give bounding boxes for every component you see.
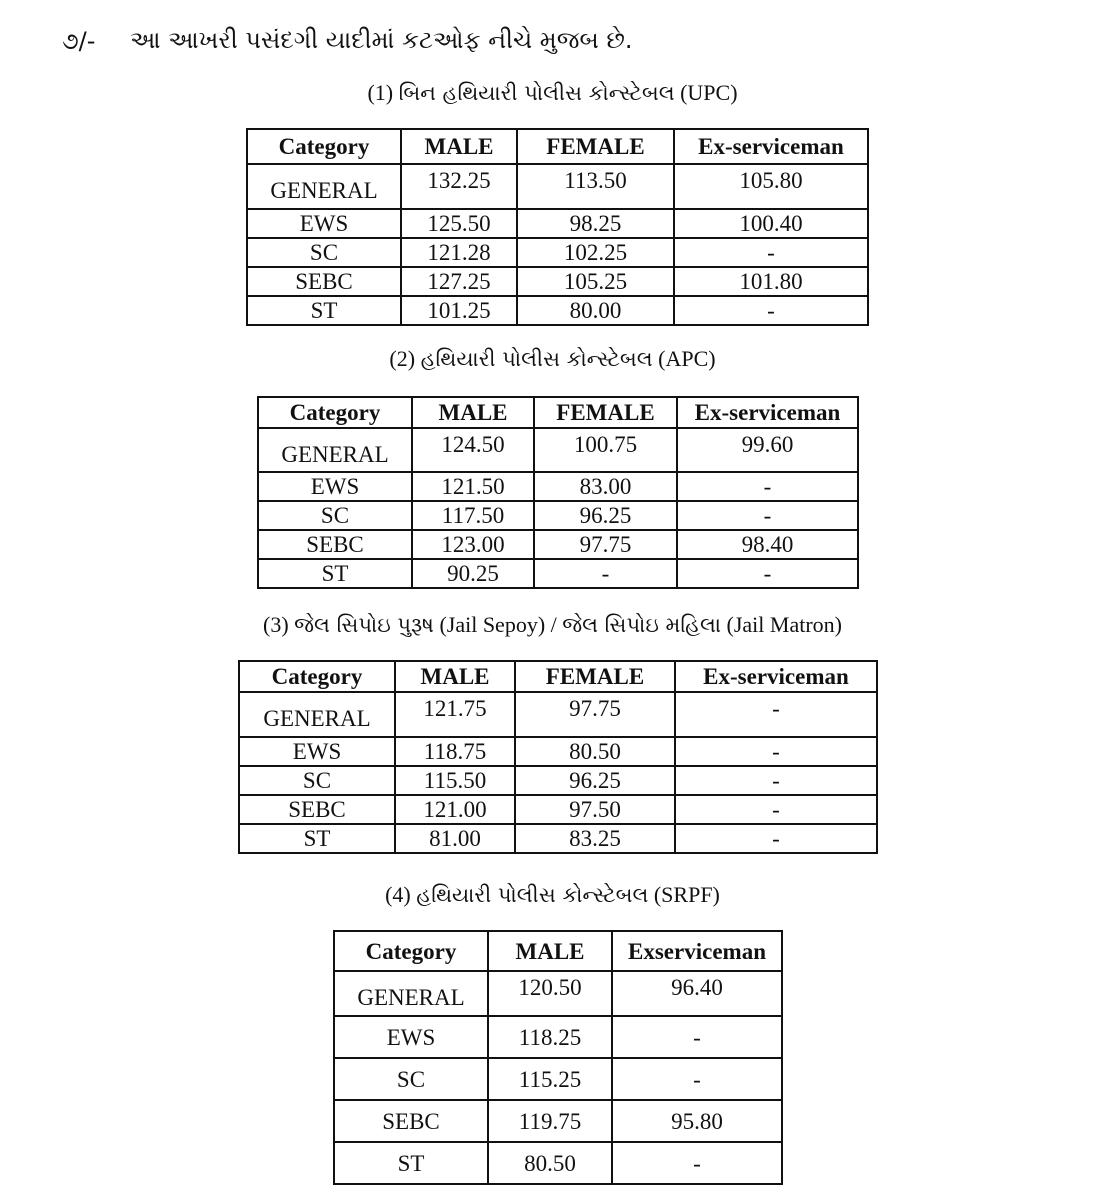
male-cutoff-cell: 81.00	[395, 824, 515, 853]
table-row	[239, 737, 877, 766]
section-4-prefix: (4)	[385, 882, 411, 907]
table-row	[258, 559, 858, 588]
table-row	[239, 766, 877, 795]
table-row	[334, 1142, 782, 1184]
section-2-title-english: (APC)	[658, 346, 716, 371]
female-cutoff-cell: -	[534, 559, 677, 588]
table-header-row	[258, 397, 858, 428]
table-header-row	[334, 931, 782, 971]
male-cutoff-cell: 121.28	[401, 238, 517, 267]
section-2-title-gujarati: હથિયારી પોલીસ કોન્સ્ટેબલ	[420, 347, 653, 371]
table-row	[239, 692, 877, 737]
section-3-title-english: (Jail Sepoy) /	[439, 612, 557, 637]
category-cell: ST	[258, 559, 412, 588]
section-4-title-gujarati: હથિયારી પોલીસ કોન્સ્ટેબલ	[416, 883, 649, 907]
table-header-row	[247, 129, 868, 164]
column-header-male: MALE	[412, 397, 534, 428]
section-4-heading	[0, 882, 1105, 908]
ex-serviceman-cutoff-cell: 105.80	[674, 164, 868, 209]
column-header-ex-serviceman: Ex-serviceman	[675, 661, 877, 692]
table-row	[258, 428, 858, 472]
column-header-ex-serviceman: Exserviceman	[612, 931, 782, 971]
category-cell: SC	[258, 501, 412, 530]
category-cell: SC	[239, 766, 395, 795]
male-cutoff-cell: 121.50	[412, 472, 534, 501]
ex-serviceman-cutoff-cell: -	[612, 1058, 782, 1100]
female-cutoff-cell: 96.25	[515, 766, 675, 795]
section-number: ૭/-	[62, 27, 96, 55]
male-cutoff-cell: 115.50	[395, 766, 515, 795]
female-cutoff-cell: 83.00	[534, 472, 677, 501]
male-cutoff-cell: 119.75	[488, 1100, 612, 1142]
table-row	[334, 971, 782, 1016]
male-cutoff-cell: 120.50	[488, 971, 612, 1016]
female-cutoff-cell: 100.75	[534, 428, 677, 472]
section-3-title-gujarati: જેલ સિપોઇ પુરૂષ	[294, 613, 434, 637]
section-3-title-gujarati-2: જેલ સિપોઇ મહિલા	[562, 613, 722, 637]
table-row	[239, 824, 877, 853]
table-header-row	[239, 661, 877, 692]
ex-serviceman-cutoff-cell: 101.80	[674, 267, 868, 296]
male-cutoff-cell: 121.00	[395, 795, 515, 824]
category-cell: GENERAL	[239, 692, 395, 737]
section-1-title-english: (UPC)	[680, 80, 738, 105]
category-cell: ST	[334, 1142, 488, 1184]
table-row	[334, 1058, 782, 1100]
male-cutoff-cell: 125.50	[401, 209, 517, 238]
female-cutoff-cell: 80.50	[515, 737, 675, 766]
male-cutoff-cell: 115.25	[488, 1058, 612, 1100]
table-row	[258, 472, 858, 501]
column-header-category: Category	[239, 661, 395, 692]
column-header-category: Category	[247, 129, 401, 164]
ex-serviceman-cutoff-cell: 99.60	[677, 428, 858, 472]
category-cell: EWS	[239, 737, 395, 766]
table-row	[258, 530, 858, 559]
category-cell: SC	[334, 1058, 488, 1100]
column-header-male: MALE	[395, 661, 515, 692]
category-cell: SEBC	[239, 795, 395, 824]
female-cutoff-cell: 113.50	[517, 164, 674, 209]
female-cutoff-cell: 96.25	[534, 501, 677, 530]
column-header-female: FEMALE	[517, 129, 674, 164]
column-header-category: Category	[258, 397, 412, 428]
section-4-title-english: (SRPF)	[653, 882, 720, 907]
column-header-ex-serviceman: Ex-serviceman	[677, 397, 858, 428]
ex-serviceman-cutoff-cell: 95.80	[612, 1100, 782, 1142]
column-header-male: MALE	[401, 129, 517, 164]
section-1-prefix: (1)	[367, 80, 394, 105]
female-cutoff-cell: 98.25	[517, 209, 674, 238]
section-3-prefix: (3)	[263, 612, 289, 637]
ex-serviceman-cutoff-cell: -	[675, 766, 877, 795]
category-cell: GENERAL	[258, 428, 412, 472]
column-header-female: FEMALE	[515, 661, 675, 692]
female-cutoff-cell: 97.50	[515, 795, 675, 824]
column-header-female: FEMALE	[534, 397, 677, 428]
ex-serviceman-cutoff-cell: 96.40	[612, 971, 782, 1016]
male-cutoff-cell: 124.50	[412, 428, 534, 472]
ex-serviceman-cutoff-cell: -	[675, 692, 877, 737]
category-cell: EWS	[258, 472, 412, 501]
male-cutoff-cell: 80.50	[488, 1142, 612, 1184]
table-row	[247, 238, 868, 267]
ex-serviceman-cutoff-cell: -	[677, 472, 858, 501]
ex-serviceman-cutoff-cell: -	[612, 1142, 782, 1184]
table-row	[258, 501, 858, 530]
column-header-male: MALE	[488, 931, 612, 971]
table-row	[334, 1100, 782, 1142]
category-cell: SEBC	[247, 267, 401, 296]
female-cutoff-cell: 105.25	[517, 267, 674, 296]
intro-text: આ આખરી પસંદગી યાદીમાં કટઓફ નીચે મુજબ છે.	[130, 26, 633, 54]
apc-cutoff-table	[257, 396, 859, 589]
section-1-heading	[0, 80, 1105, 106]
category-cell: SEBC	[334, 1100, 488, 1142]
female-cutoff-cell: 80.00	[517, 296, 674, 325]
category-cell: SC	[247, 238, 401, 267]
category-cell: ST	[239, 824, 395, 853]
ex-serviceman-cutoff-cell: -	[674, 296, 868, 325]
section-3-heading	[0, 612, 1105, 638]
section-3-title-english-2: (Jail Matron)	[726, 612, 842, 637]
male-cutoff-cell: 101.25	[401, 296, 517, 325]
category-cell: GENERAL	[334, 971, 488, 1016]
male-cutoff-cell: 123.00	[412, 530, 534, 559]
male-cutoff-cell: 121.75	[395, 692, 515, 737]
male-cutoff-cell: 118.25	[488, 1016, 612, 1058]
ex-serviceman-cutoff-cell: -	[677, 501, 858, 530]
male-cutoff-cell: 117.50	[412, 501, 534, 530]
male-cutoff-cell: 127.25	[401, 267, 517, 296]
column-header-ex-serviceman: Ex-serviceman	[674, 129, 868, 164]
ex-serviceman-cutoff-cell: -	[674, 238, 868, 267]
male-cutoff-cell: 90.25	[412, 559, 534, 588]
table-row	[247, 296, 868, 325]
female-cutoff-cell: 83.25	[515, 824, 675, 853]
ex-serviceman-cutoff-cell: -	[612, 1016, 782, 1058]
section-2-prefix: (2)	[389, 346, 416, 371]
table-row	[247, 267, 868, 296]
female-cutoff-cell: 97.75	[534, 530, 677, 559]
male-cutoff-cell: 118.75	[395, 737, 515, 766]
table-row	[239, 795, 877, 824]
jail-cutoff-table	[238, 660, 878, 854]
ex-serviceman-cutoff-cell: 100.40	[674, 209, 868, 238]
category-cell: EWS	[334, 1016, 488, 1058]
category-cell: ST	[247, 296, 401, 325]
category-cell: EWS	[247, 209, 401, 238]
table-row	[247, 209, 868, 238]
table-row	[334, 1016, 782, 1058]
male-cutoff-cell: 132.25	[401, 164, 517, 209]
female-cutoff-cell: 102.25	[517, 238, 674, 267]
srpf-cutoff-table	[333, 930, 783, 1185]
ex-serviceman-cutoff-cell: -	[675, 795, 877, 824]
column-header-category: Category	[334, 931, 488, 971]
upc-cutoff-table	[246, 128, 869, 326]
ex-serviceman-cutoff-cell: -	[675, 824, 877, 853]
category-cell: GENERAL	[247, 164, 401, 209]
ex-serviceman-cutoff-cell: 98.40	[677, 530, 858, 559]
section-1-title-gujarati: બિન હથિયારી પોલીસ કોન્સ્ટેબલ	[398, 81, 675, 105]
ex-serviceman-cutoff-cell: -	[677, 559, 858, 588]
table-row	[247, 164, 868, 209]
section-2-heading	[0, 346, 1105, 372]
ex-serviceman-cutoff-cell: -	[675, 737, 877, 766]
female-cutoff-cell: 97.75	[515, 692, 675, 737]
category-cell: SEBC	[258, 530, 412, 559]
